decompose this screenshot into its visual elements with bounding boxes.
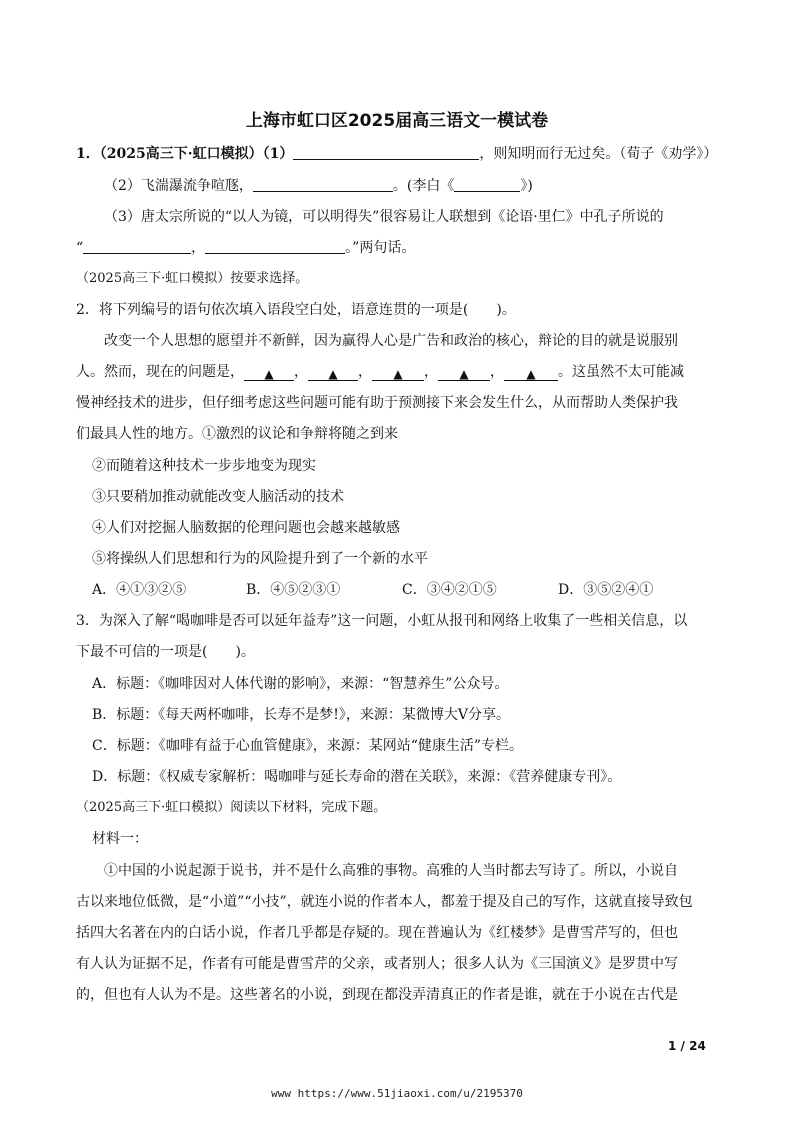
q1-line2-prefix: （2）飞湍瀑流争喧豗， [104, 178, 253, 194]
q1-line2 [104, 176, 533, 196]
q1-blank-4[interactable] [83, 239, 191, 254]
q3-option-a[interactable]: A．标题：《咖啡因对人体代谢的影响》，来源：“智慧养生”公众号。 [92, 676, 509, 692]
q1-line4-suffix: 。”两句话。 [345, 240, 416, 256]
footer-watermark: www https://www.51jiaoxi.com/u/2195370 [271, 1087, 523, 1100]
q2-blank-2[interactable]: ▲ [308, 364, 358, 381]
q1-blank-1[interactable] [293, 145, 479, 160]
q1-line2-mid: 。(李白《 [392, 178, 455, 194]
q1-blank-3[interactable] [454, 177, 520, 192]
section-intro-2: （2025高三下·虹口模拟）按要求选择。 [76, 271, 309, 286]
q1-line4-open: “ [76, 240, 84, 256]
material-line-3: 括四大名著在内的白话小说，作者几乎都是存疑的。现在普遍认为《红楼梦》是曹雪芹写的，但也 [76, 925, 678, 941]
q2-para-line2 [76, 362, 684, 382]
q2-sep: ， [294, 364, 308, 380]
q2-option-b[interactable]: B．④⑤②③① [246, 582, 341, 598]
q2-para-suffix: 。这虽然不太可能减 [558, 364, 684, 380]
q2-sentence-2: ②而随着这种技术一步步地变为现实 [92, 458, 316, 474]
q2-para-line4: 们最具人性的地方。①激烈的议论和争辩将随之到来 [76, 426, 398, 442]
q1-line1 [76, 144, 717, 164]
q2-blank-1[interactable]: ▲ [244, 364, 294, 381]
q1-line2-suffix: 》) [520, 178, 533, 194]
q2-sep: ， [358, 364, 372, 380]
q3-option-b[interactable]: B．标题：《每天两杯咖啡，长寿不是梦!》，来源：某微博大V分享。 [92, 707, 511, 723]
material-line-4: 有人认为证据不足，作者有可能是曹雪芹的父亲，或者别人；很多人认为《三国演义》是罗贯中写 [76, 956, 678, 972]
q1-line4-comma: ， [191, 240, 206, 256]
q2-stem: 2．将下列编号的语句依次填入语段空白处，语意连贯的一项是( )。 [76, 302, 516, 318]
q3-stem-line2: 下最不可信的一项是( )。 [76, 644, 255, 660]
material-line-2: 古以来地位低微，是“小道”“小技”，就连小说的作者本人，都羞于提及自己的写作，这就直接导致包 [76, 894, 693, 910]
q2-option-c[interactable]: C．③④②①⑤ [402, 582, 497, 598]
material-line-5: 的，但也有人认为不是。这些著名的小说，到现在都没弄清真正的作者是谁，就在于小说在古代是 [76, 987, 678, 1003]
page-title: 上海市虹口区2025届高三语文一模试卷 [245, 111, 549, 131]
section-intro-3: （2025高三下·虹口模拟）阅读以下材料，完成下题。 [76, 800, 387, 815]
q2-option-a[interactable]: A．④①③②⑤ [92, 582, 187, 598]
q2-sentence-4: ④人们对挖掘人脑数据的伦理问题也会越来越敏感 [92, 520, 400, 536]
q1-line3: （3）唐太宗所说的“以人为镜，可以明得失”很容易让人联想到《论语·里仁》中孔子所说的 [104, 209, 664, 225]
q2-para-line1: 改变一个人思想的愿望并不新鲜，因为赢得人心是广告和政治的核心，辩论的目的就是说服别 [104, 333, 678, 349]
page-number: 1 / 24 [668, 1039, 706, 1053]
q3-option-d[interactable]: D．标题：《权威专家解析：喝咖啡与延长寿命的潜在关联》，来源：《营养健康专刊》。 [92, 769, 622, 785]
q3-option-c[interactable]: C．标题：《咖啡有益于心血管健康》，来源：某网站“健康生活”专栏。 [92, 738, 524, 754]
q2-blank-4[interactable]: ▲ [438, 364, 490, 381]
q1-line1-suffix: ，则知明而行无过矣。（荀子《劝学》） [479, 146, 718, 162]
q1-prefix: 1．（2025高三下·虹口模拟）（1） [76, 146, 294, 162]
material-line-1: ①中国的小说起源于说书，并不是什么高雅的事物。高雅的人当时都去写诗了。所以，小说自 [104, 863, 678, 879]
q2-blank-5[interactable]: ▲ [504, 364, 558, 381]
q1-blank-5[interactable] [205, 239, 345, 254]
material-label: 材料一： [92, 831, 148, 847]
q2-blank-3[interactable]: ▲ [372, 364, 424, 381]
q2-sep: ， [424, 364, 438, 380]
q2-sep: ， [490, 364, 504, 380]
q2-para-line3: 慢神经技术的进步，但仔细考虑这些问题可能有助于预测接下来会发生什么，从而帮助人类保护我 [76, 395, 678, 411]
q3-stem-line1: 3．为深入了解“喝咖啡是否可以延年益寿”这一问题，小虹从报刊和网络上收集了一些相关信息，以 [76, 613, 688, 629]
q2-option-d[interactable]: D．③⑤②④① [558, 582, 654, 598]
q2-sentence-5: ⑤将操纵人们思想和行为的风险提升到了一个新的水平 [92, 551, 428, 567]
q1-line4 [76, 238, 415, 258]
q2-para-prefix: 人。然而，现在的问题是， [76, 364, 244, 380]
q2-sentence-3: ③只要稍加推动就能改变人脑活动的技术 [92, 489, 344, 505]
q1-blank-2[interactable] [253, 177, 393, 192]
